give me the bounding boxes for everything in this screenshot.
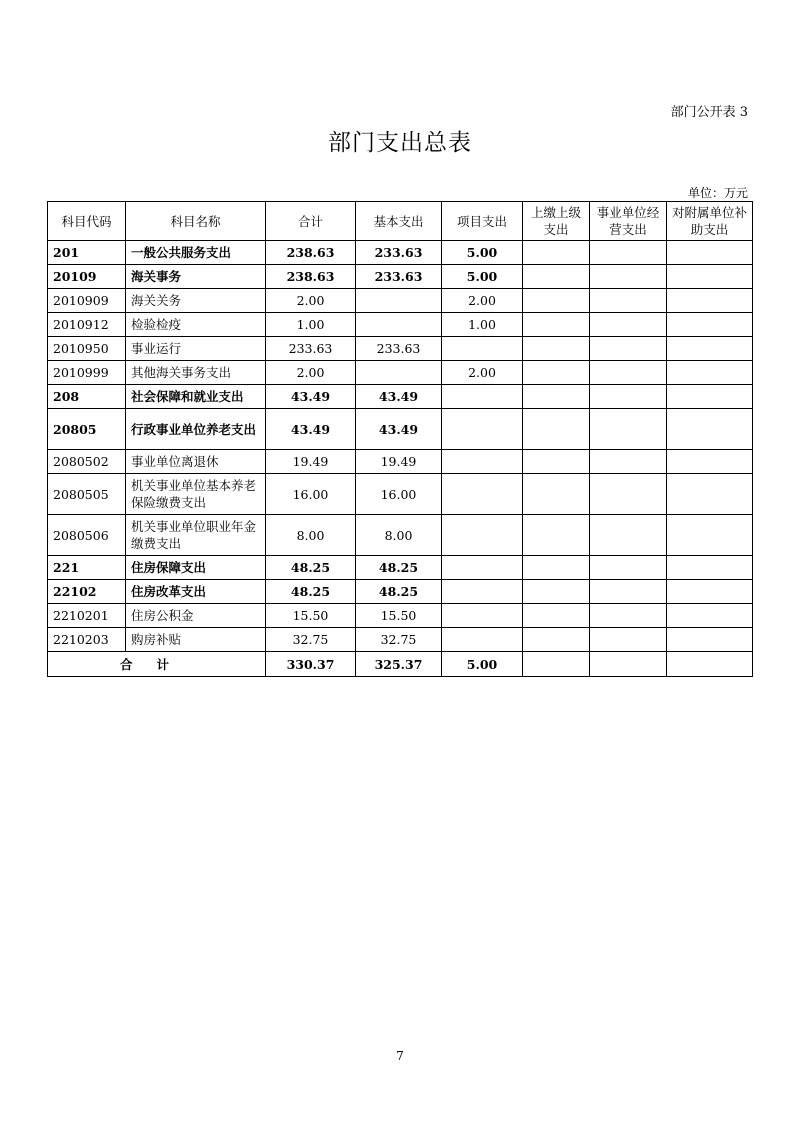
expenditure-table — [47, 201, 753, 677]
empty-cell — [523, 241, 590, 265]
basic-cell: 48.25 — [356, 556, 442, 580]
code-cell: 2010912 — [48, 313, 126, 337]
table-row — [48, 628, 753, 652]
project-cell — [442, 337, 523, 361]
name-cell: 检验检疫 — [126, 313, 266, 337]
total-cell: 43.49 — [266, 409, 356, 450]
project-cell — [442, 385, 523, 409]
column-header: 科目名称 — [126, 202, 266, 241]
code-cell: 20805 — [48, 409, 126, 450]
table-row — [48, 580, 753, 604]
empty-cell — [590, 241, 667, 265]
name-cell: 海关事务 — [126, 265, 266, 289]
empty-cell — [590, 289, 667, 313]
name-cell: 购房补贴 — [126, 628, 266, 652]
empty-cell — [590, 265, 667, 289]
table-row — [48, 313, 753, 337]
empty-cell — [667, 361, 753, 385]
code-cell: 2010999 — [48, 361, 126, 385]
table-row — [48, 409, 753, 450]
empty-cell — [590, 361, 667, 385]
project-cell: 2.00 — [442, 361, 523, 385]
empty-cell — [590, 313, 667, 337]
project-cell — [442, 604, 523, 628]
name-cell: 社会保障和就业支出 — [126, 385, 266, 409]
column-header: 项目支出 — [442, 202, 523, 241]
column-header: 上缴上级支出 — [523, 202, 590, 241]
empty-cell — [523, 289, 590, 313]
project-cell: 5.00 — [442, 265, 523, 289]
total-cell: 15.50 — [266, 604, 356, 628]
empty-cell — [523, 556, 590, 580]
empty-cell — [590, 628, 667, 652]
empty-cell — [667, 604, 753, 628]
total-cell: 233.63 — [266, 337, 356, 361]
empty-cell — [523, 337, 590, 361]
table-row — [48, 385, 753, 409]
empty-cell — [667, 556, 753, 580]
empty-cell — [590, 652, 667, 677]
name-cell: 事业运行 — [126, 337, 266, 361]
empty-cell — [667, 241, 753, 265]
name-cell: 住房保障支出 — [126, 556, 266, 580]
basic-cell: 19.49 — [356, 450, 442, 474]
total-cell: 330.37 — [266, 652, 356, 677]
basic-cell: 16.00 — [356, 474, 442, 515]
name-cell: 住房公积金 — [126, 604, 266, 628]
empty-cell — [667, 652, 753, 677]
project-cell — [442, 556, 523, 580]
empty-cell — [667, 474, 753, 515]
basic-cell — [356, 313, 442, 337]
table-row — [48, 604, 753, 628]
table-body — [48, 241, 753, 652]
total-cell: 238.63 — [266, 241, 356, 265]
basic-cell: 32.75 — [356, 628, 442, 652]
basic-cell: 43.49 — [356, 385, 442, 409]
table-row — [48, 515, 753, 556]
empty-cell — [523, 385, 590, 409]
page-number: 7 — [396, 1049, 404, 1063]
code-cell: 2080502 — [48, 450, 126, 474]
table-row — [48, 289, 753, 313]
basic-total-cell: 325.37 — [356, 652, 442, 677]
basic-cell — [356, 361, 442, 385]
empty-cell — [667, 385, 753, 409]
empty-cell — [667, 313, 753, 337]
empty-cell — [590, 337, 667, 361]
name-cell: 海关关务 — [126, 289, 266, 313]
name-cell: 住房改革支出 — [126, 580, 266, 604]
empty-cell — [523, 580, 590, 604]
header-row — [48, 202, 753, 241]
empty-cell — [523, 265, 590, 289]
total-cell: 16.00 — [266, 474, 356, 515]
total-cell: 1.00 — [266, 313, 356, 337]
empty-cell — [590, 385, 667, 409]
empty-cell — [590, 515, 667, 556]
total-cell: 32.75 — [266, 628, 356, 652]
project-cell — [442, 580, 523, 604]
project-cell — [442, 409, 523, 450]
project-cell — [442, 515, 523, 556]
empty-cell — [523, 652, 590, 677]
empty-cell — [667, 515, 753, 556]
table-row — [48, 265, 753, 289]
name-cell: 一般公共服务支出 — [126, 241, 266, 265]
basic-cell: 48.25 — [356, 580, 442, 604]
total-cell: 19.49 — [266, 450, 356, 474]
name-cell: 机关事业单位职业年金缴费支出 — [126, 515, 266, 556]
empty-cell — [523, 313, 590, 337]
column-header: 事业单位经营支出 — [590, 202, 667, 241]
basic-cell: 43.49 — [356, 409, 442, 450]
basic-cell: 233.63 — [356, 265, 442, 289]
empty-cell — [523, 450, 590, 474]
code-cell: 22102 — [48, 580, 126, 604]
empty-cell — [523, 361, 590, 385]
total-label: 合计 — [48, 652, 266, 677]
code-cell: 2080505 — [48, 474, 126, 515]
column-header: 基本支出 — [356, 202, 442, 241]
total-cell: 48.25 — [266, 556, 356, 580]
basic-cell — [356, 289, 442, 313]
code-cell: 2210203 — [48, 628, 126, 652]
basic-cell: 233.63 — [356, 241, 442, 265]
project-cell — [442, 474, 523, 515]
empty-cell — [667, 337, 753, 361]
empty-cell — [667, 450, 753, 474]
code-cell: 2010909 — [48, 289, 126, 313]
empty-cell — [667, 289, 753, 313]
project-cell — [442, 628, 523, 652]
empty-cell — [523, 474, 590, 515]
empty-cell — [667, 628, 753, 652]
page-title: 部门支出总表 — [328, 130, 472, 156]
total-cell: 238.63 — [266, 265, 356, 289]
basic-cell: 233.63 — [356, 337, 442, 361]
project-cell: 2.00 — [442, 289, 523, 313]
empty-cell — [523, 515, 590, 556]
table-row — [48, 361, 753, 385]
code-cell: 201 — [48, 241, 126, 265]
name-cell: 事业单位离退休 — [126, 450, 266, 474]
empty-cell — [523, 604, 590, 628]
code-cell: 2080506 — [48, 515, 126, 556]
name-cell: 机关事业单位基本养老保险缴费支出 — [126, 474, 266, 515]
code-cell: 2010950 — [48, 337, 126, 361]
empty-cell — [523, 409, 590, 450]
total-cell: 8.00 — [266, 515, 356, 556]
table-row — [48, 474, 753, 515]
empty-cell — [590, 474, 667, 515]
column-header: 合计 — [266, 202, 356, 241]
project-cell — [442, 450, 523, 474]
name-cell: 其他海关事务支出 — [126, 361, 266, 385]
total-cell: 48.25 — [266, 580, 356, 604]
code-cell: 221 — [48, 556, 126, 580]
basic-cell: 8.00 — [356, 515, 442, 556]
empty-cell — [667, 409, 753, 450]
code-cell: 20109 — [48, 265, 126, 289]
project-cell: 1.00 — [442, 313, 523, 337]
project-total-cell: 5.00 — [442, 652, 523, 677]
table-row — [48, 337, 753, 361]
empty-cell — [590, 580, 667, 604]
code-cell: 208 — [48, 385, 126, 409]
total-cell: 2.00 — [266, 361, 356, 385]
empty-cell — [523, 628, 590, 652]
total-cell: 2.00 — [266, 289, 356, 313]
table-row — [48, 556, 753, 580]
name-cell: 行政事业单位养老支出 — [126, 409, 266, 450]
empty-cell — [667, 580, 753, 604]
unit-label: 单位：万元 — [687, 186, 748, 200]
empty-cell — [590, 556, 667, 580]
table-row — [48, 450, 753, 474]
empty-cell — [590, 409, 667, 450]
basic-cell: 15.50 — [356, 604, 442, 628]
project-cell: 5.00 — [442, 241, 523, 265]
column-header: 对附属单位补助支出 — [667, 202, 753, 241]
table-row — [48, 241, 753, 265]
empty-cell — [590, 604, 667, 628]
code-cell: 2210201 — [48, 604, 126, 628]
empty-cell — [590, 450, 667, 474]
table-tag: 部门公开表 3 — [670, 105, 748, 120]
total-cell: 43.49 — [266, 385, 356, 409]
empty-cell — [667, 265, 753, 289]
column-header: 科目代码 — [48, 202, 126, 241]
total-row — [48, 652, 753, 677]
